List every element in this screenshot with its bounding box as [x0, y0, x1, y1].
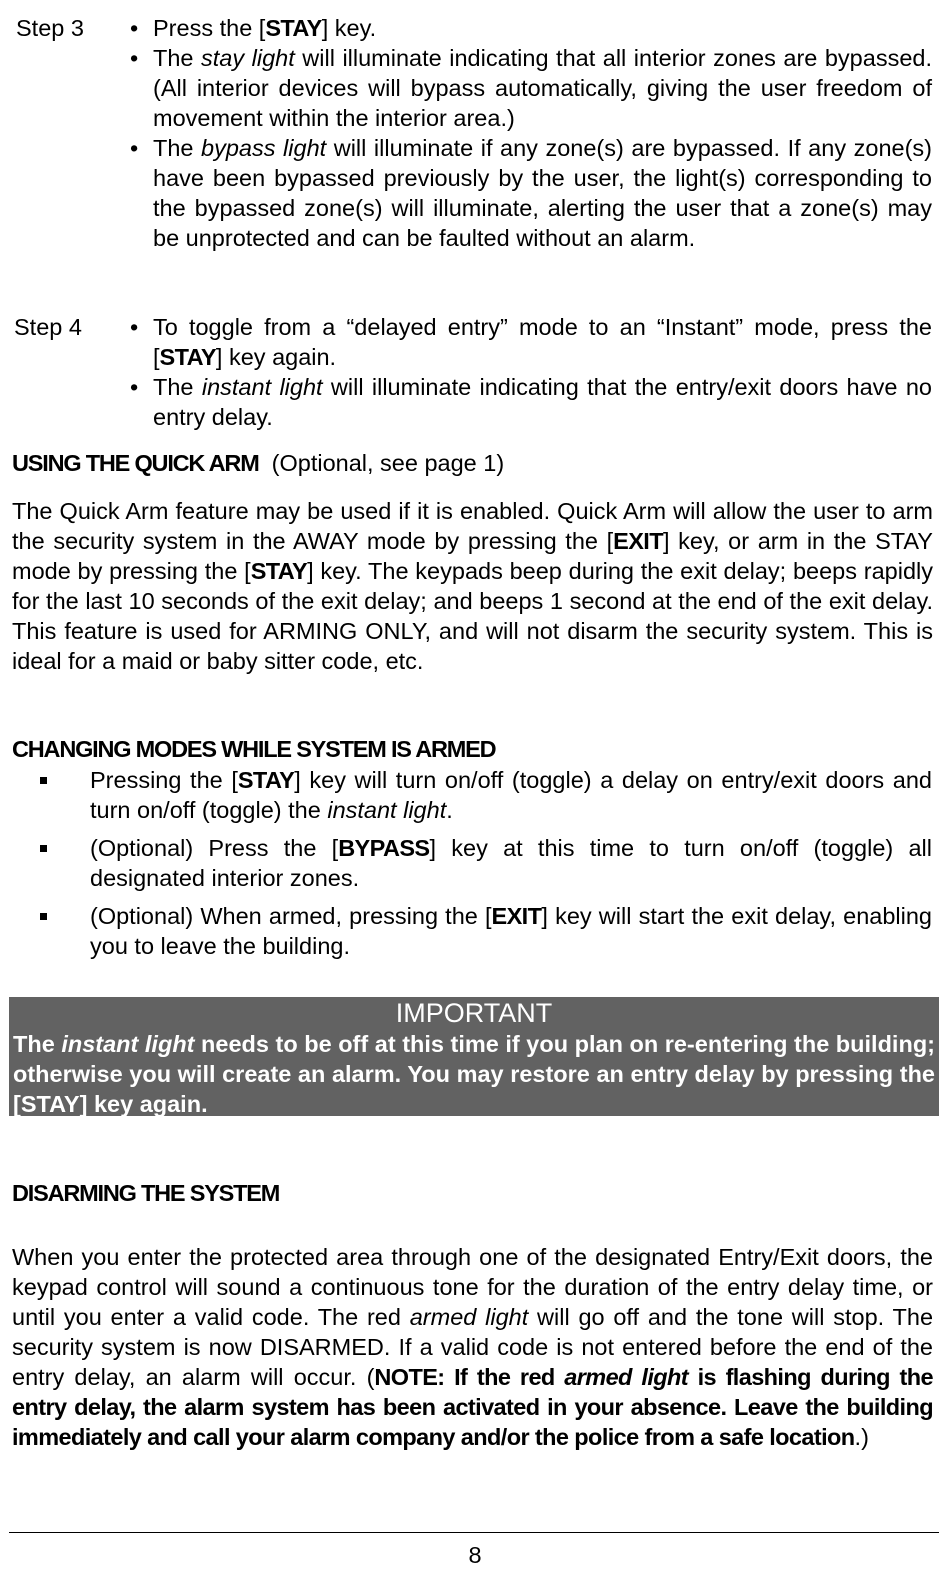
text-segment: The: [153, 374, 202, 400]
page-number: 8: [468, 1542, 482, 1568]
step-3-label: Step 3: [16, 15, 84, 41]
important-text: [13, 1029, 935, 1119]
text-segment: will illuminate indicating that all interior zones are bypassed. (All interior devices will bypass automatically, giving the user freedom of movement within the interior area.): [153, 45, 932, 131]
changing-modes-item-1: [38, 765, 932, 825]
text-segment: needs to be off at this time if you plan on re-entering the building; otherwise you will create an alarm. You may restore an entry delay by pressing the [STAY] key again.: [13, 1031, 935, 1117]
key-label: STAY: [250, 558, 308, 584]
emphasis: bypass light: [201, 135, 327, 161]
text-segment: ] key.: [321, 15, 377, 41]
emphasis: stay light: [201, 45, 295, 71]
changing-modes-list: [38, 765, 932, 969]
quick-arm-heading: USING THE QUICK ARM: [12, 450, 259, 476]
text-segment: .): [854, 1424, 869, 1450]
important-notice-box: [9, 997, 939, 1116]
text-segment: ] key. The keypads beep during the exit delay; beeps rapidly for the last 10 seconds of the exit delay; and beeps 1 second at the end of the exit delay. This feature is used for ARMING ONLY, and will not disarm the security system. This is ideal for a maid or baby sitter code, etc.: [12, 558, 933, 674]
quick-arm-note: (Optional, see page 1): [271, 450, 505, 476]
text-segment: (Optional) When armed, pressing the [: [90, 903, 492, 929]
text-segment: will illuminate indicating that the entry/exit doors have no entry delay.: [153, 374, 932, 430]
note-bold: NOTE: If the red: [374, 1364, 565, 1390]
text-segment: The: [153, 135, 202, 161]
key-label: STAY: [265, 15, 322, 41]
text-segment: ] key, or arm in the STAY mode by pressing the [: [12, 528, 933, 584]
step-4-bullet-1: [130, 312, 932, 372]
text-segment: To toggle from a “delayed entry” mode to an “Instant” mode, press the [: [153, 314, 932, 370]
changing-modes-item-2: [38, 833, 932, 893]
text-segment: The: [153, 45, 202, 71]
text-segment: Press the [: [153, 15, 266, 41]
changing-modes-item-3: [38, 901, 932, 961]
text-segment: Pressing the [: [90, 767, 238, 793]
text-segment: When you enter the protected area through one of the designated Entry/Exit doors, the keypad control will sound a continuous tone for the duration of the entry delay time, or until you enter a valid code. The red: [12, 1244, 933, 1330]
key-label: STAY: [237, 767, 295, 793]
note-bold: is flashing during the entry delay, the alarm system has been activated in your absence. Leave the building immediately and call your alarm company and/or the police from a safe location: [12, 1364, 933, 1450]
step-4-label: Step 4: [14, 314, 82, 340]
step-3-bullet-2: [130, 43, 932, 133]
step-4-list: [130, 312, 932, 432]
step-4-bullet-2: [130, 372, 932, 432]
step-3-bullet-3: [130, 133, 932, 253]
text-segment: ] key will start the exit delay, enabling you to leave the building.: [90, 903, 932, 959]
emphasis: instant light: [327, 797, 447, 823]
text-segment: will go off and the tone will stop. The security system is now DISARMED. If a valid code is not entered before the end of the entry delay, an alarm will occur. (: [12, 1304, 934, 1390]
quick-arm-paragraph: [12, 496, 933, 676]
text-segment: ] key again.: [215, 344, 337, 370]
text-segment: will illuminate if any zone(s) are bypassed. If any zone(s) have been bypassed previously by the user, the light(s) corresponding to the bypassed zone(s) will illuminate, alerting the user that a zone(s) may be unprotected and can be faulted without an alarm.: [153, 135, 932, 251]
text-segment: The Quick Arm feature may be used if it is enabled. Quick Arm will allow the user to arm the security system in the AWAY mode by pressing the [: [12, 498, 933, 554]
key-label: EXIT: [491, 903, 542, 929]
changing-modes-heading: CHANGING MODES WHILE SYSTEM IS ARMED: [12, 736, 496, 762]
disarming-heading: DISARMING THE SYSTEM: [12, 1180, 280, 1206]
disarming-paragraph: [12, 1242, 933, 1452]
text-segment: The: [13, 1031, 62, 1057]
quick-arm-heading-row: [12, 448, 504, 478]
step-3-list: [130, 13, 932, 253]
key-label: EXIT: [613, 528, 663, 554]
important-title: IMPORTANT: [395, 998, 553, 1028]
emphasis-bold: armed light: [564, 1364, 688, 1390]
text-segment: (Optional) Press the [: [90, 835, 339, 861]
emphasis: armed light: [409, 1304, 529, 1330]
step-3-bullet-1: [130, 13, 932, 43]
text-segment: ] key will turn on/off (toggle) a delay on entry/exit doors and turn on/off (toggle) the: [90, 767, 932, 823]
text-segment: ] key at this time to turn on/off (toggle) all designated interior zones.: [90, 835, 932, 891]
text-segment: .: [446, 797, 453, 823]
key-label: BYPASS: [338, 835, 430, 861]
emphasis: instant light: [201, 374, 323, 400]
key-label: STAY: [159, 344, 216, 370]
emphasis: instant light: [61, 1031, 195, 1057]
footer-rule: [9, 1532, 939, 1533]
